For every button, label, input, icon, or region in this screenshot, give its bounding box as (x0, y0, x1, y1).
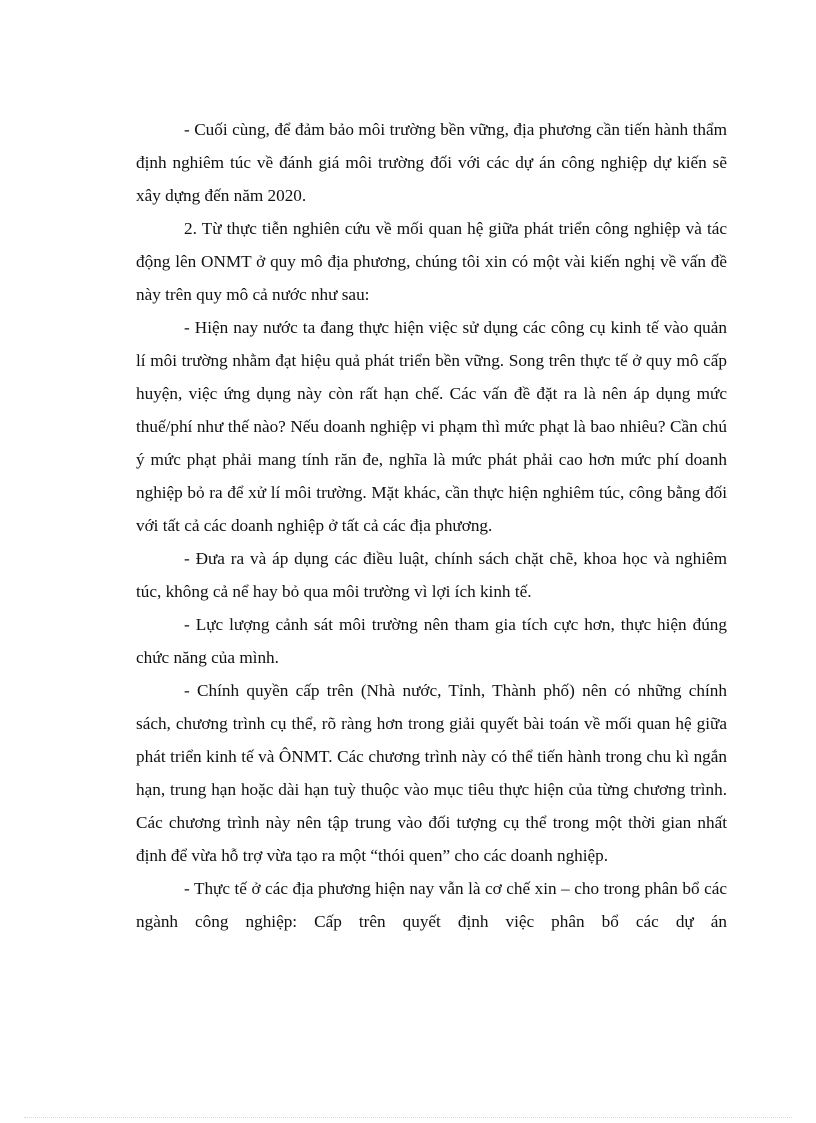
document-body (136, 113, 727, 938)
page-bottom-rule (24, 1117, 792, 1118)
paragraph-environment-assessment: - Cuối cùng, để đảm bảo môi trường bền vững, địa phương cần tiến hành thẩm định nghiêm túc về đánh giá môi trường đối với các dự án công nghiệp dự kiến sẽ xây dựng đến năm 2020. (136, 120, 727, 205)
paragraph-laws-policies: - Đưa ra và áp dụng các điều luật, chính sách chặt chẽ, khoa học và nghiêm túc, không cả nể hay bỏ qua môi trường vì lợi ích kinh tế. (136, 549, 727, 601)
paragraph-government-programs: - Chính quyền cấp trên (Nhà nước, Tỉnh, Thành phố) nên có những chính sách, chương trình cụ thể, rõ ràng hơn trong giải quyết bài toán về mối quan hệ giữa phát triển kinh tế và ÔNMT. Các chương trình này có thể tiến hành trong chu kì ngắn hạn, trung hạn hoặc dài hạn tuỳ thuộc vào mục tiêu thực hiện của từng chương trình. Các chương trình này nên tập trung vào đối tượng cụ thể trong một thời gian nhất định để vừa hỗ trợ vừa tạo ra một “thói quen” cho các doanh nghiệp. (136, 681, 727, 865)
paragraph-recommendations-intro: 2. Từ thực tiễn nghiên cứu về mối quan hệ giữa phát triển công nghiệp và tác động lên ONMT ở quy mô địa phương, chúng tôi xin có một vài kiến nghị về vấn đề này trên quy mô cả nước như sau: (136, 219, 727, 304)
paragraph-allocation-mechanism: - Thực tế ở các địa phương hiện nay vẫn là cơ chế xin – cho trong phân bổ các ngành công nghiệp: Cấp trên quyết định việc phân bổ các dự án (136, 879, 727, 931)
paragraph-economic-tools: - Hiện nay nước ta đang thực hiện việc sử dụng các công cụ kinh tế vào quản lí môi trường nhằm đạt hiệu quả phát triển bền vững. Song trên thực tế ở quy mô cấp huyện, việc ứng dụng này còn rất hạn chế. Các vấn đề đặt ra là nên áp dụng mức thuế/phí như thế nào? Nếu doanh nghiệp vi phạm thì mức phạt là bao nhiêu? Cần chú ý mức phạt phải mang tính răn đe, nghĩa là mức phát phải cao hơn mức phí doanh nghiệp bỏ ra để xử lí môi trường. Mặt khác, cần thực hiện nghiêm túc, công bằng đối với tất cả các doanh nghiệp ở tất cả các địa phương. (136, 318, 727, 535)
paragraph-environmental-police: - Lực lượng cảnh sát môi trường nên tham gia tích cực hơn, thực hiện đúng chức năng của mình. (136, 615, 727, 667)
